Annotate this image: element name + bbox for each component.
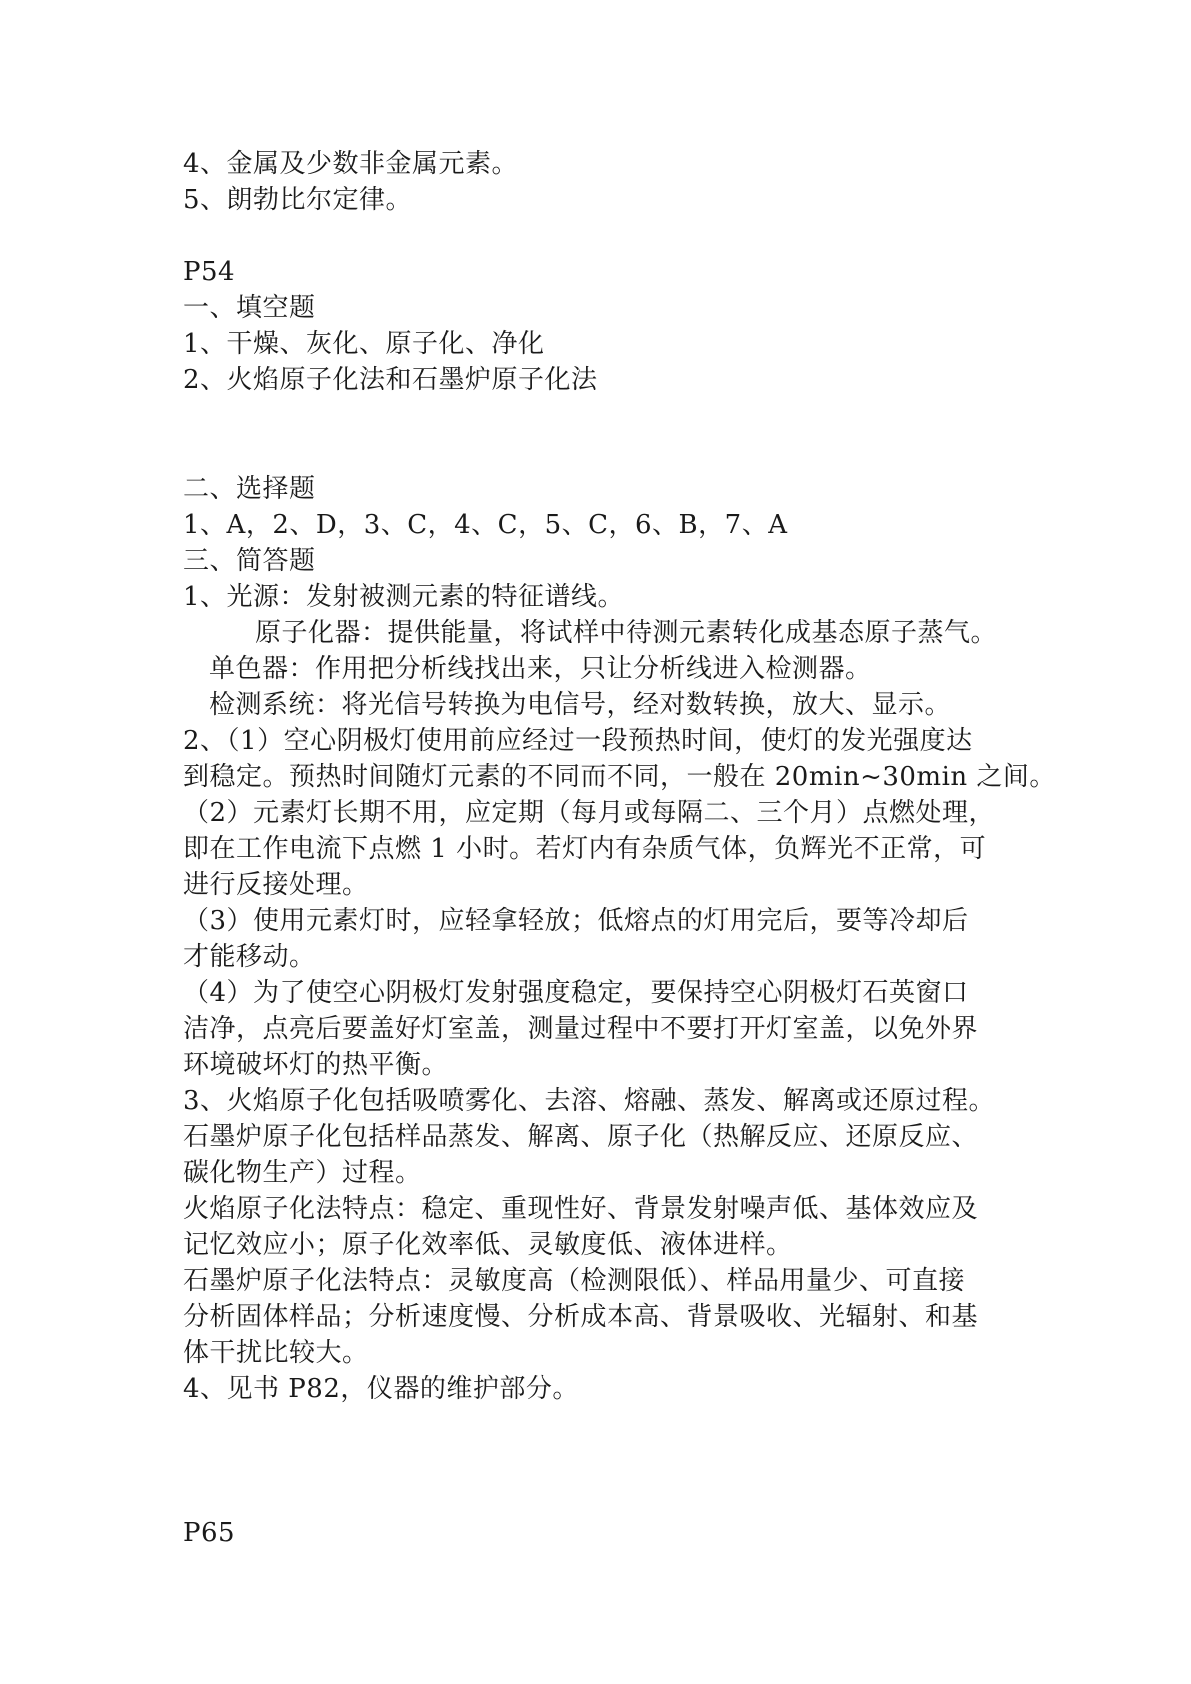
text-line: 体干扰比较大。 (183, 1338, 369, 1368)
text-line: 2、火焰原子化法和石墨炉原子化法 (183, 365, 598, 395)
text-line: 1、干燥、灰化、原子化、净化 (183, 329, 545, 359)
text-line: （4）为了使空心阴极灯发射强度稳定，要保持空心阴极灯石英窗口 (183, 978, 969, 1008)
text-line: 4、见书 P82，仪器的维护部分。 (183, 1374, 579, 1404)
text-line: （3）使用元素灯时，应轻拿轻放；低熔点的灯用完后，要等冷却后 (183, 906, 969, 936)
text-line: （2）元素灯长期不用，应定期（每月或每隔二、三个月）点燃处理， (183, 798, 996, 828)
text-line: 洁净，点亮后要盖好灯室盖，测量过程中不要打开灯室盖，以免外界 (183, 1014, 979, 1044)
page-reference: P54 (183, 257, 236, 287)
blank-line (183, 218, 1023, 254)
text-line: 石墨炉原子化包括样品蒸发、解离、原子化（热解反应、还原反应、 (183, 1122, 979, 1152)
document-page (183, 146, 1056, 1551)
section-heading: 三、简答题 (183, 546, 316, 576)
blank-line (183, 398, 1023, 471)
text-line: 检测系统：将光信号转换为电信号，经对数转换，放大、显示。 (209, 690, 952, 720)
text-line: 即在工作电流下点燃 1 小时。若灯内有杂质气体，负辉光不正常，可 (183, 834, 987, 864)
text-line: 到稳定。预热时间随灯元素的不同而不同，一般在 20min~30min 之间。 (183, 762, 1056, 792)
text-line: 单色器：作用把分析线找出来，只让分析线进入检测器。 (209, 654, 872, 684)
text-line: 5、朗勃比尔定律。 (183, 185, 413, 215)
text-line: 石墨炉原子化法特点：灵敏度高（检测限低）、样品用量少、可直接 (183, 1266, 966, 1296)
text-line: 才能移动。 (183, 942, 316, 972)
text-line: 2、（1）空心阴极灯使用前应经过一段预热时间，使灯的发光强度达 (183, 726, 973, 756)
text-line: 碳化物生产）过程。 (183, 1158, 422, 1188)
section-heading: 二、选择题 (183, 474, 316, 504)
text-line: 4、金属及少数非金属元素。 (183, 149, 519, 179)
text-line: 3、火焰原子化包括吸喷雾化、去溶、熔融、蒸发、解离或还原过程。 (183, 1086, 996, 1116)
section-heading: 一、填空题 (183, 293, 316, 323)
page-reference: P65 (183, 1518, 236, 1548)
text-line: 火焰原子化法特点：稳定、重现性好、背景发射噪声低、基体效应及 (183, 1194, 979, 1224)
text-line: 原子化器：提供能量，将试样中待测元素转化成基态原子蒸气。 (255, 618, 998, 648)
text-line: 进行反接处理。 (183, 870, 369, 900)
blank-line (183, 1407, 1023, 1515)
text-line: 1、光源：发射被测元素的特征谱线。 (183, 582, 625, 612)
text-line: 1、A，2、D，3、C，4、C，5、C，6、B，7、A (183, 510, 788, 540)
text-line: 分析固体样品；分析速度慢、分析成本高、背景吸收、光辐射、和基 (183, 1302, 979, 1332)
text-line: 记忆效应小；原子化效率低、灵敏度低、液体进样。 (183, 1230, 793, 1260)
text-line: 环境破坏灯的热平衡。 (183, 1050, 449, 1080)
